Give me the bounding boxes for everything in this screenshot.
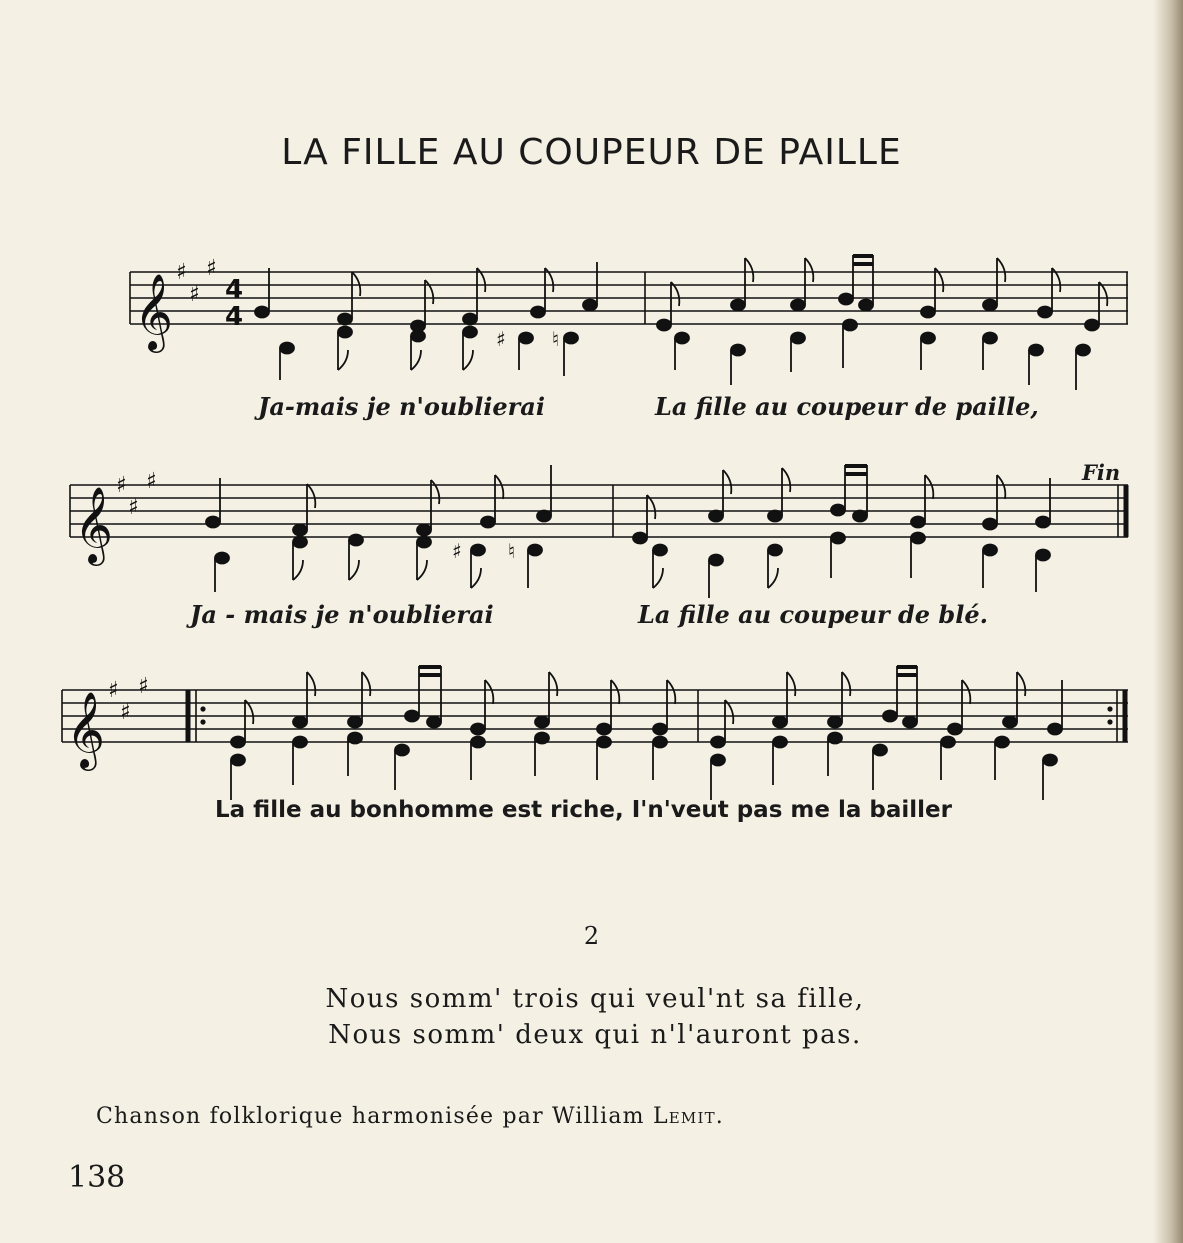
- svg-text:♯: ♯: [452, 539, 462, 563]
- time-signature: [225, 275, 243, 332]
- lyric-line-2a: Ja - mais je n'oublierai: [190, 600, 494, 629]
- svg-text:♮: ♮: [508, 539, 516, 563]
- svg-text:♯: ♯: [138, 674, 149, 699]
- svg-text:♯: ♯: [146, 469, 157, 494]
- svg-text:4: 4: [225, 275, 244, 305]
- staff-2: [70, 485, 1128, 537]
- barlines: [62, 272, 1127, 742]
- verse-number: 2: [583, 922, 600, 950]
- svg-text:♯: ♯: [496, 327, 506, 351]
- verse-line-2: Nous somm' deux qui n'l'auront pas.: [328, 1020, 862, 1050]
- credit-name: Lemit: [652, 1104, 716, 1129]
- fin-label: Fin: [1082, 460, 1121, 485]
- lyric-line-2b: La fille au coupeur de blé.: [638, 600, 988, 629]
- lyric-line-1a: Ja-mais je n'oublierai: [258, 392, 545, 421]
- page-number: 138: [68, 1160, 126, 1195]
- notes-staff-3: [231, 666, 1062, 800]
- staff-1: [130, 272, 1128, 324]
- svg-text:♯: ♯: [128, 495, 139, 520]
- svg-text:♯: ♯: [189, 282, 200, 307]
- svg-text:♯: ♯: [176, 260, 187, 285]
- credit-line: [96, 1104, 724, 1129]
- svg-text:♯: ♯: [108, 678, 119, 703]
- lyric-line-3: La fille au bonhomme est riche, I'n'veut pas me la bailler: [215, 797, 952, 823]
- treble-clef-icon: 𝄞: [66, 691, 106, 768]
- credit-end: .: [715, 1104, 724, 1129]
- treble-clef-icon: 𝄞: [134, 273, 174, 350]
- notes-staff-1: [255, 255, 1107, 390]
- svg-text:♯: ♯: [120, 700, 131, 725]
- accidentals: [452, 327, 559, 563]
- svg-text:4: 4: [225, 302, 244, 332]
- staff-3: [62, 690, 1128, 742]
- credit-text: Chanson folklorique harmonisée par William: [96, 1104, 653, 1129]
- treble-clef-icon: 𝄞: [74, 486, 114, 563]
- svg-text:♯: ♯: [206, 256, 217, 281]
- verse-line-1: Nous somm' trois qui veul'nt sa fille,: [325, 984, 865, 1014]
- song-title: LA FILLE AU COUPEUR DE PAILLE: [281, 132, 902, 174]
- svg-text:♮: ♮: [552, 327, 560, 351]
- lyric-line-1b: La fille au coupeur de paille,: [655, 392, 1039, 421]
- svg-text:♯: ♯: [116, 473, 127, 498]
